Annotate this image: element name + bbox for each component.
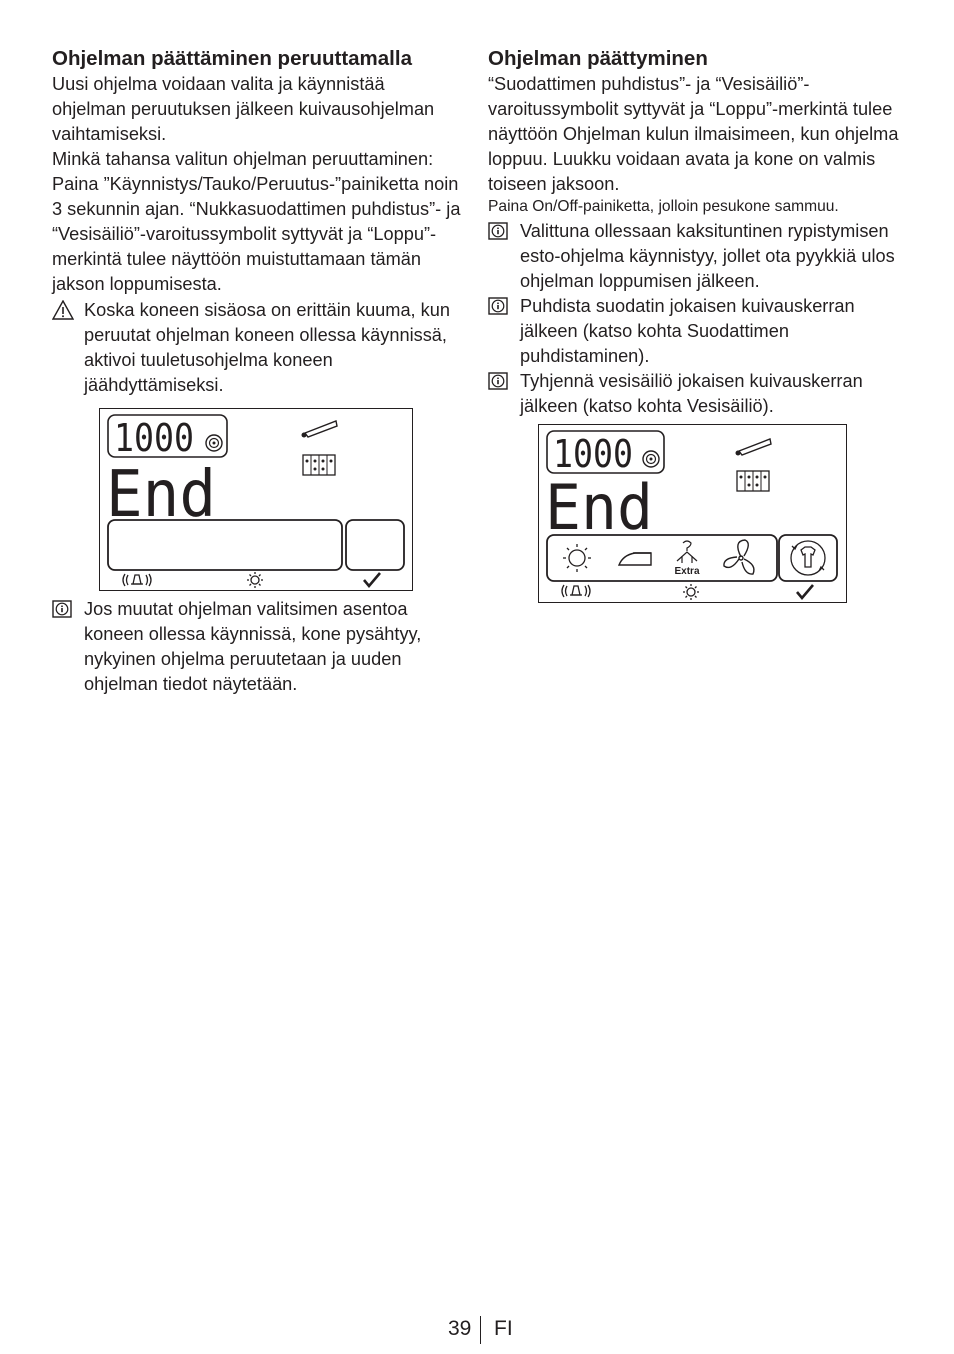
checkmark-icon xyxy=(364,573,380,586)
info-note xyxy=(52,597,462,697)
spiral-icon xyxy=(206,435,222,451)
water-tank-icon xyxy=(737,471,769,491)
info-icon xyxy=(488,371,508,391)
paragraph-small: Paina On/Off-painiketta, jolloin pesukone sammuu. xyxy=(488,198,839,215)
info-note xyxy=(488,369,908,419)
checkmark-icon xyxy=(797,585,813,598)
info-text: Puhdista suodatin jokaisen kuivauskerran jälkeen (katso kohta Suodattimen puhdistaminen). xyxy=(520,296,855,366)
spin-speed-digits: 1000 xyxy=(114,416,194,460)
water-tank-icon xyxy=(303,455,335,475)
buzzer-icon xyxy=(123,574,151,586)
info-icon xyxy=(488,221,508,241)
extra-label: Extra xyxy=(674,566,700,577)
anti-crease-icon xyxy=(791,541,825,575)
info-text: Tyhjennä vesisäiliö jokaisen kuivauskerran jälkeen (katso kohta Vesisäiliö). xyxy=(520,371,863,416)
info-note xyxy=(488,219,908,294)
spiral-icon xyxy=(643,451,659,467)
paragraph: Uusi ohjelma voidaan valita ja käynnistää ohjelman peruutuksen jälkeen kuivausohjelman vaihtamiseksi. xyxy=(52,74,435,144)
dryness-level-icon xyxy=(683,584,699,600)
info-icon xyxy=(52,599,72,619)
info-text: Valittuna ollessaan kaksituntinen rypistymisen esto-ohjelma käynnistyy, jollet ota pyykkiä ulos ohjelman loppumisen jälkeen. xyxy=(520,221,895,291)
dryness-level-icon xyxy=(247,572,263,588)
left-column xyxy=(52,46,462,697)
buzzer-icon xyxy=(562,585,590,597)
info-icon xyxy=(488,296,508,316)
paragraph: Minkä tahansa valitun ohjelman peruuttaminen: Paina ”Käynnistys/Tauko/Peruutus-”painiketta noin 3 sekunnin ajan. “Nukkasuodattimen puhdistus”- ja “Vesisäiliö”-varoitussymbolit syttyvät ja “Loppu”-merkintä tulee näyttöön muistuttamaan tämän jakson loppumisesta. xyxy=(52,149,461,294)
display-panel-cancel xyxy=(99,408,413,591)
display-panel-end xyxy=(538,424,847,603)
language-code: FI xyxy=(494,1317,513,1340)
iron-dry-icon xyxy=(619,553,651,565)
info-text: Jos muutat ohjelman valitsimen asentoa koneen ollessa käynnissä, kone pysähtyy, nykyinen ohjelma peruutetaan ja uuden ohjelman tiedot näytetään. xyxy=(84,599,422,694)
filter-cleaning-icon xyxy=(302,421,338,438)
warning-icon xyxy=(52,300,72,320)
warning-text: Koska koneen sisäosa on erittäin kuuma, kun peruutat ohjelman koneen ollessa käynnissä, aktivoi tuuletusohjelma koneen jäähdyttämiseksi. xyxy=(84,300,450,395)
section-heading-end: Ohjelman päättyminen xyxy=(488,47,708,70)
right-column xyxy=(488,46,908,603)
warning-note xyxy=(52,298,462,398)
page-footer xyxy=(0,1316,954,1344)
spin-speed-digits: 1000 xyxy=(553,432,633,476)
page-number: 39 xyxy=(448,1317,472,1340)
footer-divider xyxy=(480,1316,481,1344)
filter-cleaning-icon xyxy=(736,439,772,456)
paragraph: “Suodattimen puhdistus”- ja “Vesisäiliö”-varoitussymbolit syttyvät ja “Loppu”-merkintä tulee näyttöön Ohjelman kulun ilmaisimeen, kun ohjelma loppuu. Luukku voidaan avata ja kone on valmis toiseen jaksoon. xyxy=(488,74,899,194)
end-indicator: End xyxy=(106,458,216,532)
section-heading-cancel: Ohjelman päättäminen peruuttamalla xyxy=(52,47,412,70)
extra-dry-icon xyxy=(677,541,697,563)
end-indicator: End xyxy=(545,471,653,544)
fan-icon xyxy=(724,540,754,574)
info-note xyxy=(488,294,908,369)
sun-dry-icon xyxy=(563,544,591,572)
